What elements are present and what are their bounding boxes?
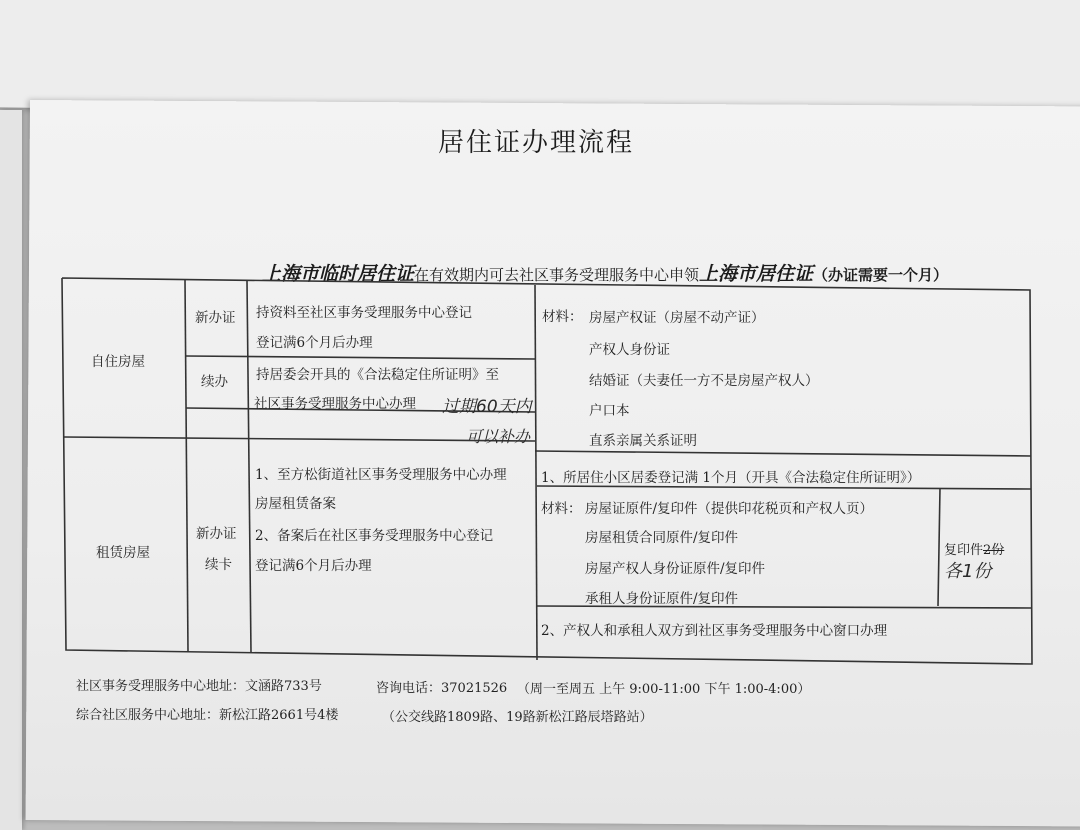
footer-address-2: 综合社区服务中心地址：新松江路2661号4楼 bbox=[76, 708, 339, 723]
rental-material-item: 房屋产权人身份证原件/复印件 bbox=[585, 561, 766, 577]
footer-hours: （周一至周五 上午 9:00-11:00 下午 1:00-4:00） bbox=[517, 682, 811, 697]
rental-material-item: 房屋证原件/复印件（提供印花税页和产权人页） bbox=[585, 501, 874, 517]
footer-address-1: 社区事务受理服务中心地址：文涵路733号 bbox=[76, 679, 322, 694]
footer-bus: （公交线路1809路、19路新松江路辰塔路站） bbox=[382, 710, 653, 725]
owner-renew-label: 续办 bbox=[201, 374, 228, 390]
rental-proc-label: 新办证 bbox=[196, 526, 237, 542]
subtitle-duration: （办证需要一个月） bbox=[813, 266, 949, 284]
owner-renew-line: 持居委会开具的《合法稳定住所证明》至 bbox=[256, 367, 499, 383]
owner-new-label: 新办证 bbox=[195, 310, 236, 326]
owner-material-item: 产权人身份证 bbox=[589, 342, 670, 358]
owner-material-item: 户口本 bbox=[589, 403, 630, 419]
subtitle-middle: 在有效期内可去社区事务受理服务中心申领 bbox=[414, 266, 700, 284]
rental-housing-label: 租赁房屋 bbox=[96, 545, 150, 561]
owner-new-line: 持资料至社区事务受理服务中心登记 bbox=[256, 305, 472, 321]
owner-material-item: 结婚证（夫妻任一方不是房屋产权人） bbox=[589, 373, 819, 389]
subtitle-temp-permit: 上海市临时居住证 bbox=[262, 263, 415, 285]
rental-step: 1、至方松街道社区事务受理服务中心办理 bbox=[255, 467, 507, 483]
handwritten-note-1: 过期60天内 bbox=[442, 397, 532, 417]
subtitle-residence-permit: 上海市居住证 bbox=[699, 263, 814, 285]
rental-material-item: 房屋租赁合同原件/复印件 bbox=[585, 530, 739, 546]
rental-proc-label: 续卡 bbox=[205, 557, 232, 573]
owner-material-item: 直系亲属关系证明 bbox=[589, 433, 697, 449]
rental-requirement-1: 1、所居住小区居委登记满 1个月（开具《合法稳定住所证明》） bbox=[541, 470, 921, 486]
owner-new-line: 登记满6个月后办理 bbox=[256, 335, 373, 351]
rental-step: 登记满6个月后办理 bbox=[255, 558, 372, 574]
handwritten-note-2: 可以补办 bbox=[466, 427, 531, 446]
page-title: 居住证办理流程 bbox=[438, 128, 635, 158]
rental-materials-label: 材料： bbox=[541, 501, 582, 517]
rental-step: 房屋租赁备案 bbox=[255, 496, 336, 512]
handwritten-copies: 各1份 bbox=[944, 561, 992, 582]
owner-housing-label: 自住房屋 bbox=[91, 354, 145, 370]
copy-note: 复印件2份 bbox=[944, 543, 1005, 558]
rental-step: 2、备案后在社区事务受理服务中心登记 bbox=[255, 528, 494, 544]
owner-materials-label: 材料： bbox=[542, 309, 583, 325]
footer-phone: 咨询电话：37021526 bbox=[376, 681, 508, 696]
copy-note-struck: 2份 bbox=[983, 543, 1005, 558]
owner-material-item: 房屋产权证（房屋不动产证） bbox=[589, 310, 765, 326]
rental-material-item: 承租人身份证原件/复印件 bbox=[585, 591, 739, 607]
rental-requirement-2: 2、产权人和承租人双方到社区事务受理服务中心窗口办理 bbox=[541, 623, 888, 639]
owner-renew-line: 社区事务受理服务中心办理 bbox=[254, 396, 416, 412]
